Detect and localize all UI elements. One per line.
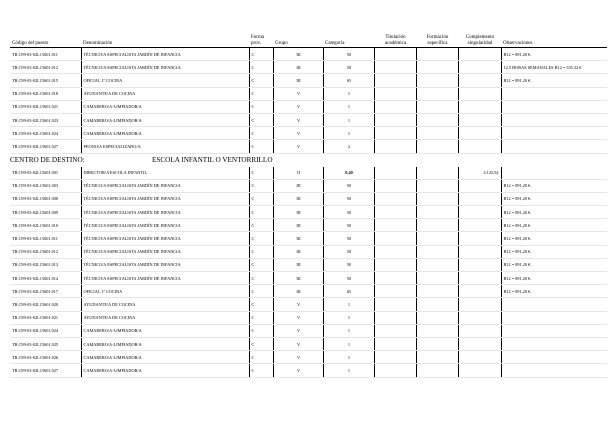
- cell-complemento: [458, 74, 501, 87]
- cell-formacion: [416, 167, 458, 180]
- cell-grupo: III: [273, 245, 323, 258]
- cell-denominacion: DIRECTOR/A ESCOLA INFANTIL: [81, 167, 249, 180]
- cell-codigo: TR.C99-03-02L15601.024: [10, 127, 81, 140]
- cell-categoria: 1: [323, 87, 374, 100]
- cell-complemento: [458, 100, 501, 113]
- cell-formacion: [416, 258, 458, 271]
- cell-titulacion: [374, 61, 416, 74]
- cell-codigo: TR.C99-03-02L15601.020: [10, 298, 81, 311]
- cell-forma: C: [249, 337, 273, 350]
- cell-observaciones: [501, 351, 607, 364]
- cell-codigo: TR.C99-03-02L15601.023: [10, 113, 81, 126]
- section-row: [10, 153, 607, 167]
- cell-categoria: 65: [323, 74, 374, 87]
- header-categoria: Categoría: [323, 33, 374, 48]
- cell-codigo: TR.C99-03-02L15601.026: [10, 351, 81, 364]
- cell-complemento: [458, 232, 501, 245]
- table-row: [10, 272, 607, 285]
- cell-codigo: TR.C99-03-02L15601.021: [10, 311, 81, 324]
- cell-grupo: V: [273, 100, 323, 113]
- cell-categoria: 50: [323, 245, 374, 258]
- table-row: [10, 258, 607, 271]
- table-row: [10, 192, 607, 205]
- cell-forma: C: [249, 364, 273, 377]
- cell-denominacion: CAMARERO/A-LIMPIADOR/A: [81, 100, 249, 113]
- cell-forma: C: [249, 245, 273, 258]
- cell-forma: C: [249, 311, 273, 324]
- table-row: [10, 351, 607, 364]
- cell-denominacion: TÉCNICO/A ESPECIALISTA JARDÍN DE INFANCIA: [81, 48, 249, 61]
- table-row: [10, 298, 607, 311]
- cell-codigo: TR.C99-03-02L15601.010: [10, 219, 81, 232]
- header-titulacion-bottom: académica: [384, 40, 407, 46]
- cell-denominacion: TÉCNICO/A ESPECIALISTA JARDÍN DE INFANCIA: [81, 179, 249, 192]
- cell-forma: C: [249, 87, 273, 100]
- cell-formacion: [416, 140, 458, 153]
- cell-titulacion: [374, 140, 416, 153]
- cell-grupo: III: [273, 285, 323, 298]
- cell-titulacion: [374, 100, 416, 113]
- cell-categoria: 50: [323, 48, 374, 61]
- cell-observaciones: B12 = 891,20 €.: [501, 285, 607, 298]
- header-formacion: [416, 33, 458, 48]
- cell-complemento: [458, 324, 501, 337]
- cell-complemento: [458, 258, 501, 271]
- cell-codigo: TR.C99-03-02L15601.009: [10, 206, 81, 219]
- cell-observaciones: [501, 311, 607, 324]
- table-row: [10, 100, 607, 113]
- cell-complemento: [458, 337, 501, 350]
- cell-formacion: [416, 285, 458, 298]
- cell-complemento: [458, 364, 501, 377]
- cell-codigo: TR.C99-03-02L15601.015: [10, 74, 81, 87]
- cell-codigo: TR.C99-03-02L15601.008: [10, 192, 81, 205]
- cell-titulacion: [374, 245, 416, 258]
- cell-formacion: [416, 272, 458, 285]
- cell-titulacion: [374, 48, 416, 61]
- cell-titulacion: [374, 285, 416, 298]
- cell-complemento: [458, 179, 501, 192]
- cell-observaciones: [501, 113, 607, 126]
- cell-categoria: 1: [323, 351, 374, 364]
- cell-denominacion: PEONO/A ESPECIALIZADO/A: [81, 140, 249, 153]
- header-titulacion-top: Titulación: [385, 35, 406, 41]
- table-body-bottom: [10, 167, 607, 378]
- cell-categoria: 50: [323, 258, 374, 271]
- cell-observaciones: [501, 87, 607, 100]
- cell-grupo: V: [273, 140, 323, 153]
- cell-complemento: 4.125,92: [458, 167, 501, 180]
- header-complemento-top: Complemento: [465, 35, 495, 41]
- cell-grupo: III: [273, 272, 323, 285]
- table-header: [10, 33, 607, 48]
- table-row: [10, 337, 607, 350]
- table-row: [10, 179, 607, 192]
- cell-forma: C: [249, 272, 273, 285]
- cell-complemento: [458, 311, 501, 324]
- cell-grupo: III: [273, 74, 323, 87]
- cell-complemento: [458, 245, 501, 258]
- cell-observaciones: [501, 324, 607, 337]
- cell-titulacion: [374, 351, 416, 364]
- cell-forma: C: [249, 179, 273, 192]
- cell-categoria: 1: [323, 113, 374, 126]
- table-row: [10, 285, 607, 298]
- cell-grupo: III: [273, 258, 323, 271]
- cell-complemento: [458, 285, 501, 298]
- cell-observaciones: [501, 337, 607, 350]
- cell-grupo: V: [273, 127, 323, 140]
- cell-forma: C: [249, 324, 273, 337]
- cell-observaciones: [501, 140, 607, 153]
- cell-formacion: [416, 324, 458, 337]
- header-observaciones: Observaciones: [501, 33, 607, 48]
- cell-codigo: TR.C99-03-02L15601.014: [10, 272, 81, 285]
- cell-denominacion: AYUDANTE/A DE COCINA: [81, 87, 249, 100]
- cell-categoria: 50: [323, 192, 374, 205]
- cell-titulacion: [374, 179, 416, 192]
- section-header-body: [10, 153, 607, 167]
- cell-forma: C: [249, 140, 273, 153]
- section-cell: [10, 153, 607, 167]
- cell-grupo: II: [273, 167, 323, 180]
- cell-observaciones: 12,5 HORAS SEMANALES B12 = 535,32 €: [501, 61, 607, 74]
- header-formacion-top: Formación: [426, 35, 449, 41]
- cell-titulacion: [374, 324, 416, 337]
- cell-formacion: [416, 337, 458, 350]
- cell-titulacion: [374, 113, 416, 126]
- cell-categoria: 50: [323, 272, 374, 285]
- cell-formacion: [416, 100, 458, 113]
- cell-formacion: [416, 192, 458, 205]
- header-grupo: Grupo: [273, 33, 323, 48]
- cell-grupo: III: [273, 219, 323, 232]
- cell-categoria: 50: [323, 61, 374, 74]
- cell-titulacion: [374, 337, 416, 350]
- cell-denominacion: TÉCNICO/A ESPECIALISTA JARDÍN DE INFANCIA: [81, 232, 249, 245]
- section-name: ESCOLA INFANTIL O VENTORRILLO: [152, 156, 273, 164]
- cell-denominacion: CAMARERO/A-LIMPIADOR/A: [81, 351, 249, 364]
- cell-titulacion: [374, 298, 416, 311]
- table-row: [10, 127, 607, 140]
- cell-titulacion: [374, 192, 416, 205]
- cell-grupo: V: [273, 351, 323, 364]
- cell-observaciones: B12 = 891,20 €.: [501, 245, 607, 258]
- cell-grupo: III: [273, 232, 323, 245]
- cell-formacion: [416, 245, 458, 258]
- cell-grupo: V: [273, 87, 323, 100]
- cell-titulacion: [374, 232, 416, 245]
- cell-categoria: 1: [323, 298, 374, 311]
- cell-forma: C: [249, 285, 273, 298]
- cell-observaciones: B12 = 891,20 €.: [501, 206, 607, 219]
- cell-categoria: 1: [323, 100, 374, 113]
- cell-observaciones: B12 = 891,20 €.: [501, 258, 607, 271]
- cell-formacion: [416, 61, 458, 74]
- cell-categoria: 1: [323, 324, 374, 337]
- cell-titulacion: [374, 206, 416, 219]
- cell-titulacion: [374, 258, 416, 271]
- cell-forma: C: [249, 61, 273, 74]
- cell-formacion: [416, 219, 458, 232]
- cell-grupo: V: [273, 311, 323, 324]
- cell-codigo: TR.C99-03-02L15601.021: [10, 100, 81, 113]
- cell-formacion: [416, 48, 458, 61]
- table-body-top: [10, 48, 607, 154]
- cell-forma: C: [249, 232, 273, 245]
- header-complemento: [458, 33, 501, 48]
- cell-observaciones: B12 = 891,20 €.: [501, 48, 607, 61]
- cell-codigo: TR.C99-03-02L15601.017: [10, 285, 81, 298]
- cell-observaciones: B12 = 891,20 €.: [501, 272, 607, 285]
- header-titulacion: [374, 33, 416, 48]
- positions-table: [10, 33, 607, 378]
- cell-complemento: [458, 219, 501, 232]
- cell-denominacion: OFICIAL 1ª COCINA: [81, 285, 249, 298]
- cell-forma: C: [249, 167, 273, 180]
- cell-complemento: [458, 298, 501, 311]
- cell-denominacion: CAMARERO/A-LIMPIADOR/A: [81, 324, 249, 337]
- header-complemento-bottom: singularidad: [467, 40, 493, 46]
- cell-codigo: TR.C99-03-02L15601.011: [10, 232, 81, 245]
- cell-observaciones: [501, 298, 607, 311]
- cell-categoria: 0,40: [323, 167, 374, 180]
- cell-codigo: TR.C99-03-02L15601.018: [10, 87, 81, 100]
- cell-observaciones: [501, 364, 607, 377]
- cell-observaciones: [501, 100, 607, 113]
- cell-grupo: V: [273, 337, 323, 350]
- cell-grupo: III: [273, 48, 323, 61]
- cell-codigo: TR.C99-03-02L15601.027: [10, 364, 81, 377]
- cell-formacion: [416, 127, 458, 140]
- header-forma-bottom: prov.: [251, 40, 262, 46]
- cell-grupo: III: [273, 206, 323, 219]
- cell-titulacion: [374, 272, 416, 285]
- cell-denominacion: CAMARERO/A-LIMPIADOR/A: [81, 337, 249, 350]
- cell-complemento: [458, 272, 501, 285]
- cell-titulacion: [374, 219, 416, 232]
- cell-categoria: 2: [323, 140, 374, 153]
- cell-observaciones: [501, 127, 607, 140]
- cell-complemento: [458, 61, 501, 74]
- cell-titulacion: [374, 74, 416, 87]
- cell-titulacion: [374, 364, 416, 377]
- cell-complemento: [458, 48, 501, 61]
- cell-codigo: TR.C99-03-02L15601.011: [10, 48, 81, 61]
- cell-observaciones: B12 = 891,20 €.: [501, 192, 607, 205]
- cell-titulacion: [374, 87, 416, 100]
- table-row: [10, 219, 607, 232]
- cell-categoria: 50: [323, 206, 374, 219]
- cell-complemento: [458, 192, 501, 205]
- header-forma: [249, 33, 273, 48]
- cell-codigo: TR.C99-03-02L15601.003: [10, 179, 81, 192]
- table-row: [10, 113, 607, 126]
- cell-formacion: [416, 232, 458, 245]
- cell-formacion: [416, 311, 458, 324]
- cell-forma: C: [249, 100, 273, 113]
- cell-formacion: [416, 351, 458, 364]
- header-forma-top: Forma: [251, 35, 265, 41]
- cell-codigo: TR.C99-03-02L15601.013: [10, 258, 81, 271]
- table-row: [10, 48, 607, 61]
- cell-codigo: TR.C99-03-02L15601.001: [10, 167, 81, 180]
- cell-observaciones: [501, 167, 607, 180]
- cell-forma: C: [249, 258, 273, 271]
- header-codigo: Código del puesto: [10, 33, 81, 48]
- cell-denominacion: CAMARERO/A-LIMPIADOR/A: [81, 364, 249, 377]
- cell-categoria: 1: [323, 127, 374, 140]
- cell-observaciones: B12 = 891,20 €.: [501, 219, 607, 232]
- cell-denominacion: TÉCNICO/A ESPECIALISTA JARDÍN DE INFANCIA: [81, 61, 249, 74]
- cell-codigo: TR.C99-03-02L15601.027: [10, 140, 81, 153]
- cell-categoria: 50: [323, 179, 374, 192]
- cell-complemento: [458, 351, 501, 364]
- table-row: [10, 232, 607, 245]
- cell-categoria: 50: [323, 232, 374, 245]
- table-row: [10, 364, 607, 377]
- cell-codigo: TR.C99-03-02L15601.025: [10, 337, 81, 350]
- cell-denominacion: AYUDANTE/A DE COCINA: [81, 298, 249, 311]
- cell-grupo: V: [273, 364, 323, 377]
- cell-codigo: TR.C99-03-02L15601.012: [10, 61, 81, 74]
- cell-grupo: III: [273, 192, 323, 205]
- table-row: [10, 74, 607, 87]
- cell-grupo: III: [273, 61, 323, 74]
- cell-categoria: 50: [323, 219, 374, 232]
- section-label: CENTRO DE DESTINO:: [10, 156, 85, 164]
- cell-denominacion: AYUDANTE/A DE COCINA: [81, 311, 249, 324]
- cell-formacion: [416, 298, 458, 311]
- cell-complemento: [458, 113, 501, 126]
- table-row: [10, 61, 607, 74]
- table-row: [10, 140, 607, 153]
- cell-complemento: [458, 127, 501, 140]
- cell-grupo: III: [273, 179, 323, 192]
- header-formacion-bottom: específica: [427, 40, 448, 46]
- cell-observaciones: B12 = 891,20 €.: [501, 232, 607, 245]
- cell-observaciones: B12 = 891,20 €.: [501, 74, 607, 87]
- cell-forma: C: [249, 192, 273, 205]
- cell-forma: C: [249, 351, 273, 364]
- cell-denominacion: TÉCNICO/A ESPECIALISTA JARDÍN DE INFANCIA: [81, 206, 249, 219]
- cell-complemento: [458, 87, 501, 100]
- document-page: [10, 33, 610, 378]
- cell-formacion: [416, 206, 458, 219]
- cell-denominacion: TÉCNICO/A ESPECIALISTA JARDÍN DE INFANCIA: [81, 245, 249, 258]
- cell-forma: C: [249, 206, 273, 219]
- cell-grupo: V: [273, 113, 323, 126]
- cell-categoria: 1: [323, 364, 374, 377]
- cell-denominacion: TÉCNICO/A ESPECIALISTA JARDÍN DE INFANCIA: [81, 258, 249, 271]
- cell-forma: C: [249, 298, 273, 311]
- cell-categoria: 1: [323, 311, 374, 324]
- cell-grupo: V: [273, 298, 323, 311]
- cell-codigo: TR.C99-03-02L15601.012: [10, 245, 81, 258]
- cell-forma: C: [249, 113, 273, 126]
- cell-grupo: V: [273, 324, 323, 337]
- header-denominacion: Denominación: [81, 33, 249, 48]
- cell-forma: C: [249, 127, 273, 140]
- cell-complemento: [458, 206, 501, 219]
- cell-titulacion: [374, 167, 416, 180]
- table-row: [10, 167, 607, 180]
- cell-forma: C: [249, 74, 273, 87]
- cell-denominacion: CAMARERO/A-LIMPIADOR/A: [81, 127, 249, 140]
- cell-categoria: 65: [323, 285, 374, 298]
- cell-complemento: [458, 140, 501, 153]
- table-row: [10, 87, 607, 100]
- cell-denominacion: TÉCNICO/A ESPECIALISTA JARDÍN DE INFANCIA: [81, 219, 249, 232]
- cell-formacion: [416, 87, 458, 100]
- cell-forma: C: [249, 219, 273, 232]
- cell-categoria: 1: [323, 337, 374, 350]
- table-row: [10, 245, 607, 258]
- cell-titulacion: [374, 127, 416, 140]
- table-row: [10, 311, 607, 324]
- table-row: [10, 206, 607, 219]
- cell-formacion: [416, 364, 458, 377]
- cell-titulacion: [374, 311, 416, 324]
- cell-denominacion: CAMARERO/A-LIMPIADOR/A: [81, 113, 249, 126]
- cell-codigo: TR.C99-03-02L15601.024: [10, 324, 81, 337]
- cell-forma: C: [249, 48, 273, 61]
- cell-denominacion: OFICIAL 1ª COCINA: [81, 74, 249, 87]
- cell-formacion: [416, 179, 458, 192]
- cell-observaciones: B12 = 891,20 €.: [501, 179, 607, 192]
- cell-formacion: [416, 74, 458, 87]
- cell-denominacion: TÉCNICO/A ESPECIALISTA JARDÍN DE INFANCIA: [81, 272, 249, 285]
- table-row: [10, 324, 607, 337]
- cell-denominacion: TÉCNICO/A ESPECIALISTA JARDÍN DE INFANCIA: [81, 192, 249, 205]
- cell-formacion: [416, 113, 458, 126]
